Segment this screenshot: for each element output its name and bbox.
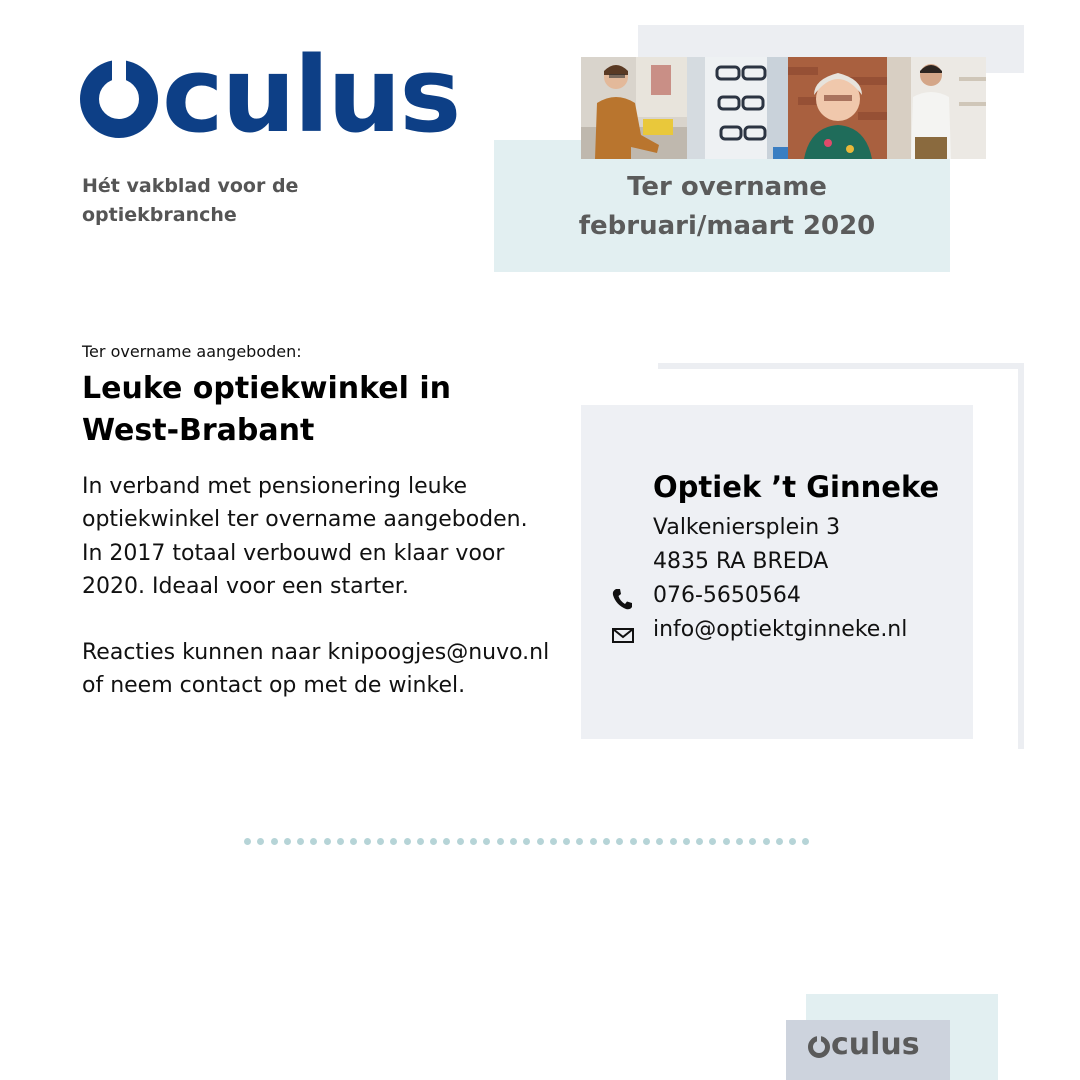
divider-dot <box>603 838 610 845</box>
divider-dot <box>523 838 530 845</box>
divider-dot <box>802 838 809 845</box>
divider-dot <box>763 838 770 845</box>
divider-dot <box>390 838 397 845</box>
divider-dot <box>310 838 317 845</box>
card-frame-top <box>658 363 1024 369</box>
header-title-line2: februari/maart 2020 <box>578 211 876 241</box>
divider-dot <box>377 838 384 845</box>
divider-dot <box>297 838 304 845</box>
card-frame-right <box>1018 363 1024 749</box>
photo-optician-workshop <box>581 57 687 159</box>
divider-dot <box>284 838 291 845</box>
listing-heading-line2: West-Brabant <box>82 413 315 448</box>
photo-glasses-display <box>687 57 788 159</box>
contact-street: Valkeniersplein 3 <box>653 515 841 540</box>
tagline: Hét vakblad voor de optiekbranche <box>82 175 299 226</box>
divider-dot <box>337 838 344 845</box>
divider-dot <box>656 838 663 845</box>
oculus-logo <box>80 30 459 160</box>
contact-phone[interactable]: 076-5650564 <box>653 583 801 608</box>
divider-dot <box>723 838 730 845</box>
divider-dot <box>630 838 637 845</box>
divider-dot <box>364 838 371 845</box>
divider-dot <box>643 838 650 845</box>
listing-heading-line1: Leuke optiekwinkel in <box>82 371 451 406</box>
photo-woman-portrait <box>788 57 887 159</box>
divider-dot <box>510 838 517 845</box>
footer-logo <box>808 1027 920 1062</box>
footer-logo-text: culus <box>831 1027 920 1062</box>
contact-name: Optiek ’t Ginneke <box>653 470 940 504</box>
divider-dot <box>550 838 557 845</box>
logo-text: culus <box>162 34 460 156</box>
divider-dot <box>257 838 264 845</box>
listing-body <box>82 470 552 736</box>
divider-dot <box>789 838 796 845</box>
contact-postal: 4835 RA BREDA <box>653 549 829 574</box>
divider-dot <box>590 838 597 845</box>
contact-email[interactable]: info@optiektginneke.nl <box>653 617 908 642</box>
listing-paragraph-2: Reacties kunnen naar knipoogjes@nuvo.nl of neem contact op met de winkel. <box>82 640 550 699</box>
header-title <box>494 168 960 246</box>
divider-dot <box>537 838 544 845</box>
divider-dot <box>271 838 278 845</box>
divider-dot <box>497 838 504 845</box>
divider-dot <box>736 838 743 845</box>
divider-dot <box>670 838 677 845</box>
mail-icon <box>610 622 636 648</box>
divider-dot <box>776 838 783 845</box>
divider-dot <box>350 838 357 845</box>
divider-dot <box>616 838 623 845</box>
footer-logo-o-mark <box>808 1036 830 1058</box>
photo-strip <box>581 57 986 159</box>
divider-dot <box>244 838 251 845</box>
divider-dot <box>483 838 490 845</box>
divider-dot <box>563 838 570 845</box>
divider-dot <box>417 838 424 845</box>
divider-dot <box>457 838 464 845</box>
divider-dot <box>576 838 583 845</box>
dotted-divider <box>244 838 810 846</box>
divider-dot <box>749 838 756 845</box>
logo-o-mark <box>80 60 158 138</box>
divider-dot <box>324 838 331 845</box>
listing-intro: Ter overname aangeboden: <box>82 342 302 361</box>
divider-dot <box>430 838 437 845</box>
divider-dot <box>683 838 690 845</box>
divider-dot <box>696 838 703 845</box>
divider-dot <box>404 838 411 845</box>
listing-paragraph-1: In verband met pensionering leuke optiekwinkel ter overname aangeboden. In 2017 totaal verbouwd en klaar voor 2020. Ideaal voor een starter. <box>82 474 528 599</box>
divider-dot <box>443 838 450 845</box>
header-title-line1: Ter overname <box>627 172 827 202</box>
photo-man-in-store <box>887 57 986 159</box>
divider-dot <box>470 838 477 845</box>
phone-icon <box>610 586 636 612</box>
divider-dot <box>709 838 716 845</box>
listing-heading <box>82 368 542 452</box>
